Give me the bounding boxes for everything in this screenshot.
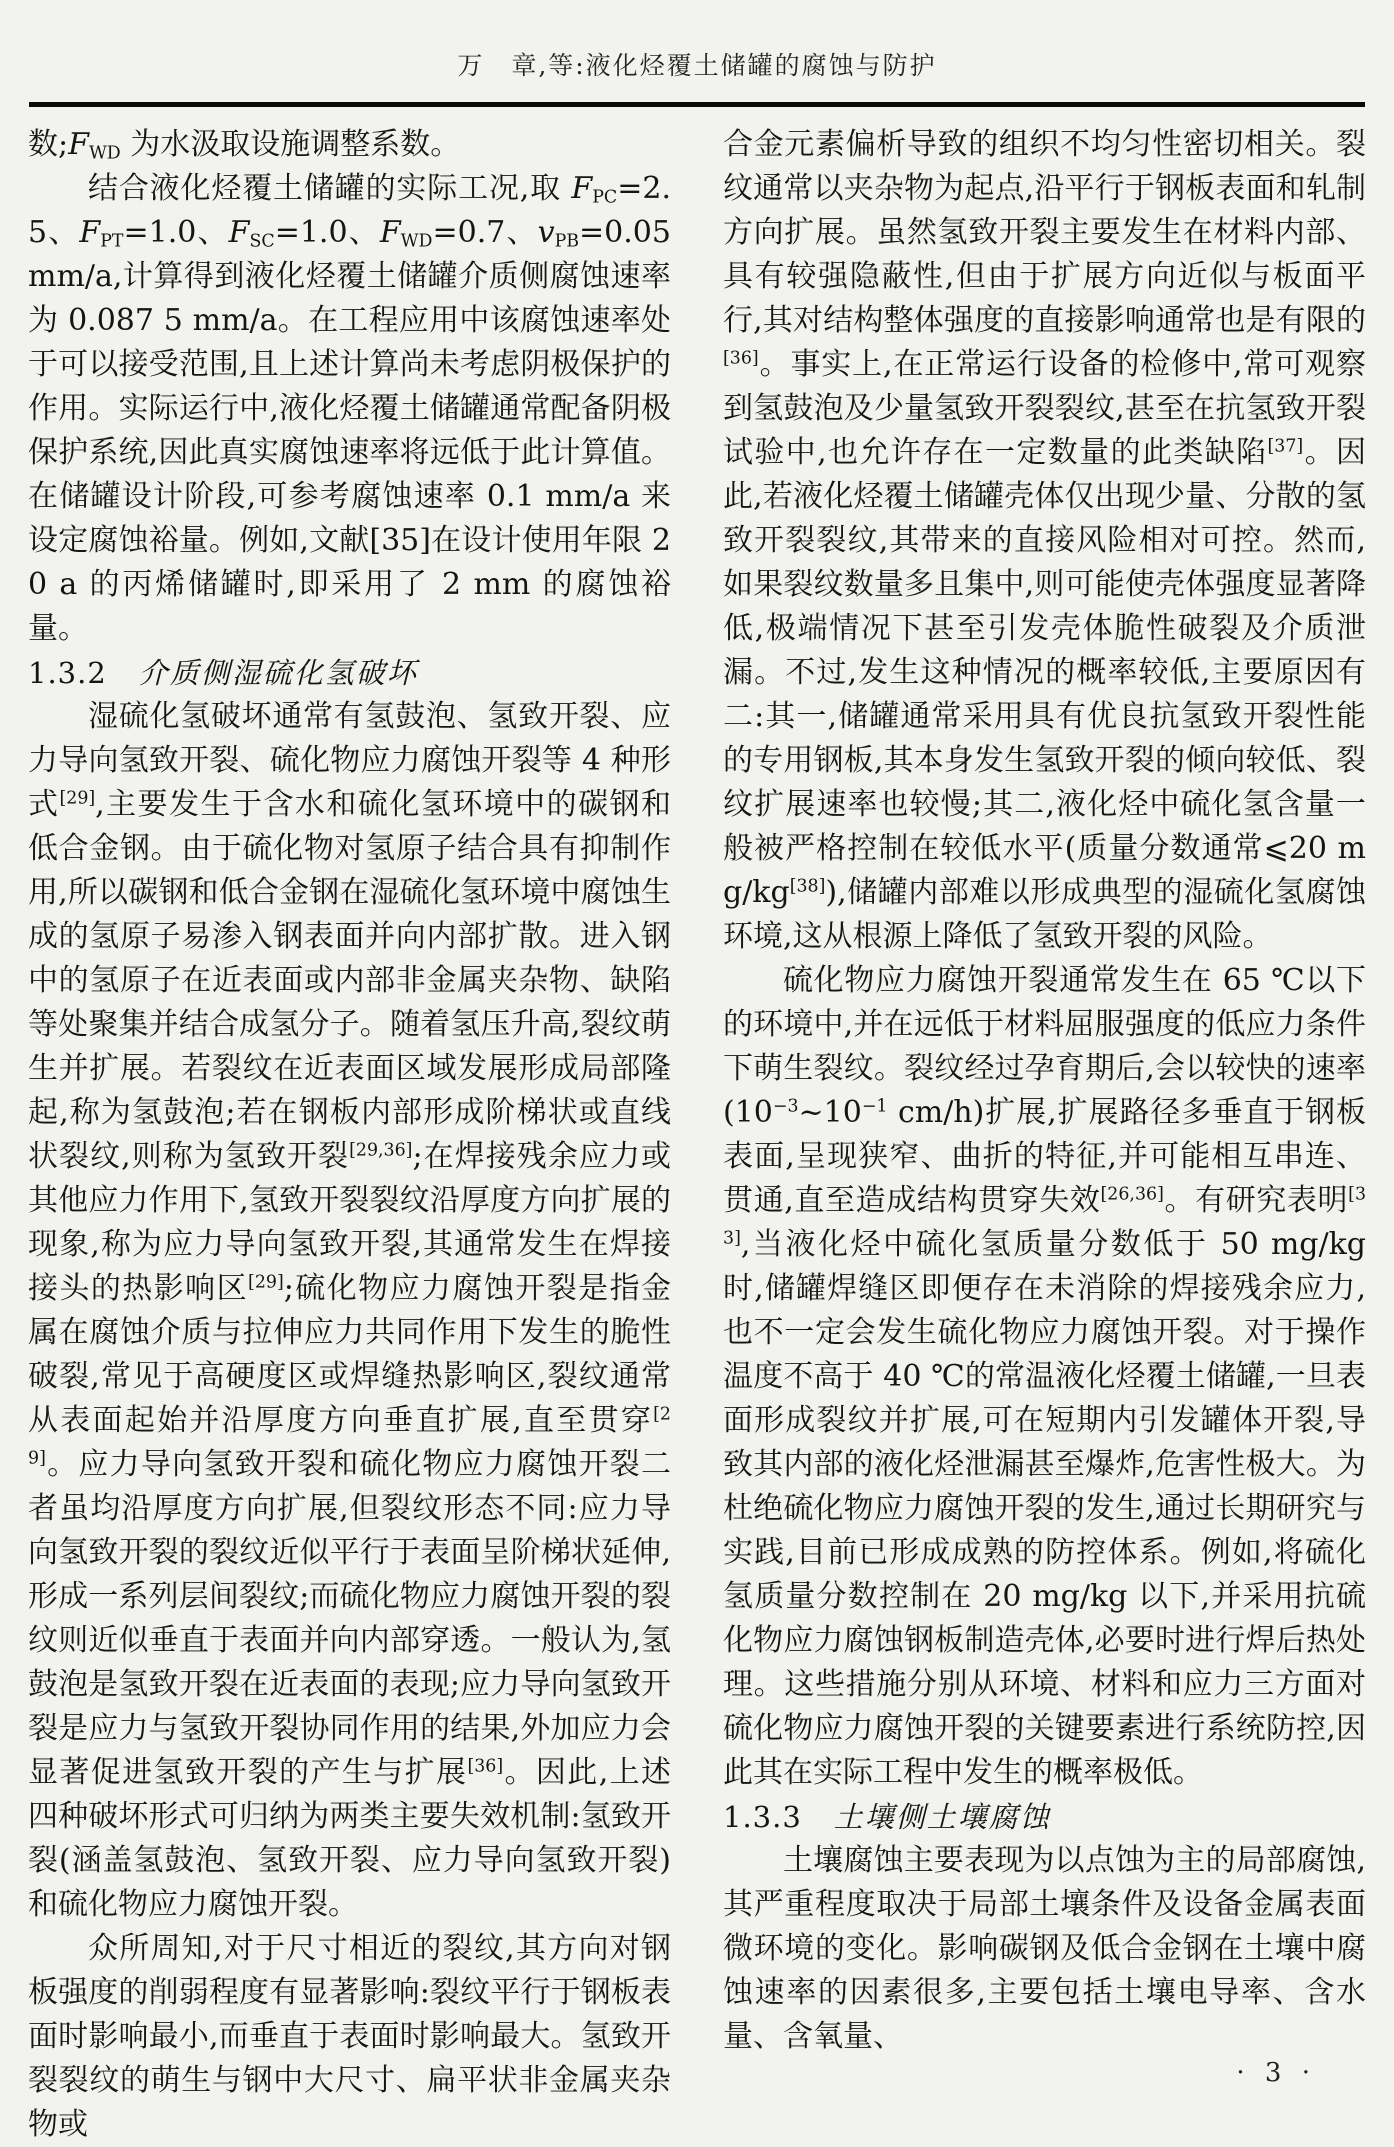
citation-superscript: [29]	[59, 788, 96, 809]
citation-superscript: [36]	[723, 348, 759, 369]
citation-superscript: [36]	[467, 1756, 504, 1777]
math-variable: F	[571, 171, 593, 206]
math-variable: F	[79, 215, 101, 250]
section-number: 1.3.3	[723, 1800, 802, 1834]
paragraph: 硫化物应力腐蚀开裂通常发生在 65 ℃以下的环境中,并在远低于材料屈服强度的低应力条件下萌生裂纹。裂纹经过孕育期后,会以较快的速率($10^{-3}\sim 10^{-1}$ cm/h)扩展,扩展路径多垂直于钢板表面,呈现狭窄、曲折的特征,并可能相互串连、贯通,直至造成结构贯穿失效[26,36]。有研究表明[33],当液化烃中硫化氢质量分数低于 50 mg/kg 时,储罐焊缝区即便存在未消除的焊接残余应力,也不一定会发生硫化物应力腐蚀开裂。对于操作温度不高于 40 ℃的常温液化烃覆土储罐,一旦表面形成裂纹并扩展,可在短期内引发罐体开裂,导致其内部的液化烃泄漏甚至爆炸,危害性极大。为杜绝硫化物应力腐蚀开裂的发生,通过长期研究与实践,目前已形成成熟的防控体系。例如,将硫化氢质量分数控制在 20 mg/kg 以下,并采用抗硫化物应力腐蚀钢板制造壳体,必要时进行焊后热处理。这些措施分别从环境、材料和应力三方面对硫化物应力腐蚀开裂的关键要素进行系统防控,因此其在实际工程中发生的概率极低。	[723, 963, 1367, 1790]
running-header	[0, 0, 1394, 82]
subscript: WD	[88, 143, 121, 164]
subscript: SC	[249, 231, 275, 252]
math-variable: F	[228, 215, 250, 250]
paragraph: 结合液化烃覆土储罐的实际工况,取 $F_{PC}=2.5$、$F_{PT}=1.0$、$F_{SC}=1.0$、$F_{WD}=0.7$、$v_{PB}=0.05$ mm/a,计算得到液化烃覆土储罐介质侧腐蚀速率为 0.087 5 mm/a。在工程应用中该腐蚀速率处于可以接受范围,且上述计算尚未考虑阴极保护的作用。实际运行中,液化烃覆土储罐通常配备阴极保护系统,因此真实腐蚀速率将远低于此计算值。在储罐设计阶段,可参考腐蚀速率 0.1 mm/a 来设定腐蚀裕量。例如,文献[35]在设计使用年限 20 a 的丙烯储罐时,即采用了 2 mm 的腐蚀裕量。	[28, 171, 671, 646]
citation-superscript: −3	[772, 1096, 799, 1117]
page-number: · 3 ·	[1236, 2058, 1316, 2088]
right-column	[723, 123, 1366, 2147]
two-column-body	[0, 107, 1394, 2147]
subscript: WD	[400, 231, 433, 252]
section-number: 1.3.2	[28, 656, 107, 690]
section-heading	[28, 651, 671, 695]
paragraph: 数$;F_{WD}$ 为水汲取设施调整系数。	[28, 127, 461, 164]
running-header-text: 万 章,等:液化烃覆土储罐的腐蚀与防护	[457, 51, 937, 80]
paragraph: 众所周知,对于尺寸相近的裂纹,其方向对钢板强度的削弱程度有显著影响:裂纹平行于钢板表面时影响最小,而垂直于表面时影响最大。氢致开裂裂纹的萌生与钢中大尺寸、扁平状非金属夹杂物或	[28, 1931, 671, 2142]
paragraph: 土壤腐蚀主要表现为以点蚀为主的局部腐蚀,其严重程度取决于局部土壤条件及设备金属表面微环境的变化。影响碳钢及低合金钢在土壤中腐蚀速率的因素很多,主要包括土壤电导率、含水量、含氧量、	[723, 1843, 1366, 2054]
math-variable: F	[68, 127, 89, 162]
subscript: PC	[592, 187, 618, 208]
section-heading	[723, 1795, 1366, 1839]
citation-superscript: −1	[861, 1096, 888, 1117]
subscript: PB	[554, 231, 580, 252]
paragraph: 湿硫化氢破坏通常有氢鼓泡、氢致开裂、应力导向氢致开裂、硫化物应力腐蚀开裂等 4 种形式[29],主要发生于含水和硫化氢环境中的碳钢和低合金钢。由于硫化物对氢原子结合具有抑制作用,所以碳钢和低合金钢在湿硫化氢环境中腐蚀生成的氢原子易渗入钢表面并向内部扩散。进入钢中的氢原子在近表面或内部非金属夹杂物、缺陷等处聚集并结合成氢分子。随着氢压升高,裂纹萌生并扩展。若裂纹在近表面区域发展形成局部隆起,称为氢鼓泡;若在钢板内部形成阶梯状或直线状裂纹,则称为氢致开裂[29,36];在焊接残余应力或其他应力作用下,氢致开裂裂纹沿厚度方向扩展的现象,称为应力导向氢致开裂,其通常发生在焊接接头的热影响区[29];硫化物应力腐蚀开裂是指金属在腐蚀介质与拉伸应力共同作用下发生的脆性破裂,常见于高硬度区或焊缝热影响区,裂纹通常从表面起始并沿厚度方向垂直扩展,直至贯穿[29]。应力导向氢致开裂和硫化物应力腐蚀开裂二者虽均沿厚度方向扩展,但裂纹形态不同:应力导向氢致开裂的裂纹近似平行于表面呈阶梯状延伸,形成一系列层间裂纹;而硫化物应力腐蚀开裂的裂纹则近似垂直于表面并向内部穿透。一般认为,氢鼓泡是氢致开裂在近表面的表现;应力导向氢致开裂是应力与氢致开裂协同作用的结果,外加应力会显著促进氢致开裂的产生与扩展[36]。因此,上述四种破坏形式可归纳为两类主要失效机制:氢致开裂(涵盖氢鼓泡、氢致开裂、应力导向氢致开裂)和硫化物应力腐蚀开裂。	[28, 699, 672, 1922]
math-variable: F	[379, 215, 401, 250]
section-title: 介质侧湿硫化氢破坏	[138, 656, 418, 690]
citation-superscript: [29]	[248, 1272, 284, 1293]
citation-superscript: [26,36]	[1100, 1184, 1164, 1205]
citation-superscript: [33]	[723, 1184, 1367, 1249]
subscript: PT	[100, 231, 124, 252]
left-column	[28, 123, 671, 2147]
citation-superscript: [37]	[1267, 436, 1304, 457]
section-title: 土壤侧土壤腐蚀	[833, 1800, 1051, 1834]
citation-superscript: [29,36]	[349, 1140, 413, 1161]
citation-superscript: [38]	[789, 876, 826, 897]
citation-superscript: [29]	[28, 1404, 671, 1469]
math-variable: v	[537, 215, 555, 250]
paragraph: 合金元素偏析导致的组织不均匀性密切相关。裂纹通常以夹杂物为起点,沿平行于钢板表面和轧制方向扩展。虽然氢致开裂主要发生在材料内部、具有较强隐蔽性,但由于扩展方向近似与板面平行,其对结构整体强度的直接影响通常也是有限的[36]。事实上,在正常运行设备的检修中,常可观察到氢鼓泡及少量氢致开裂裂纹,甚至在抗氢致开裂试验中,也允许存在一定数量的此类缺陷[37]。因此,若液化烃覆土储罐壳体仅出现少量、分散的氢致开裂裂纹,其带来的直接风险相对可控。然而,如果裂纹数量多且集中,则可能使壳体强度显著降低,极端情况下甚至引发壳体脆性破裂及介质泄漏。不过,发生这种情况的概率较低,主要原因有二:其一,储罐通常采用具有优良抗氢致开裂性能的专用钢板,其本身发生氢致开裂的倾向较低、裂纹扩展速率也较慢;其二,液化烃中硫化氢含量一般被严格控制在较低水平(质量分数通常⩽20 mg/kg[38]),储罐内部难以形成典型的湿硫化氢腐蚀环境,这从根源上降低了氢致开裂的风险。	[723, 127, 1366, 954]
